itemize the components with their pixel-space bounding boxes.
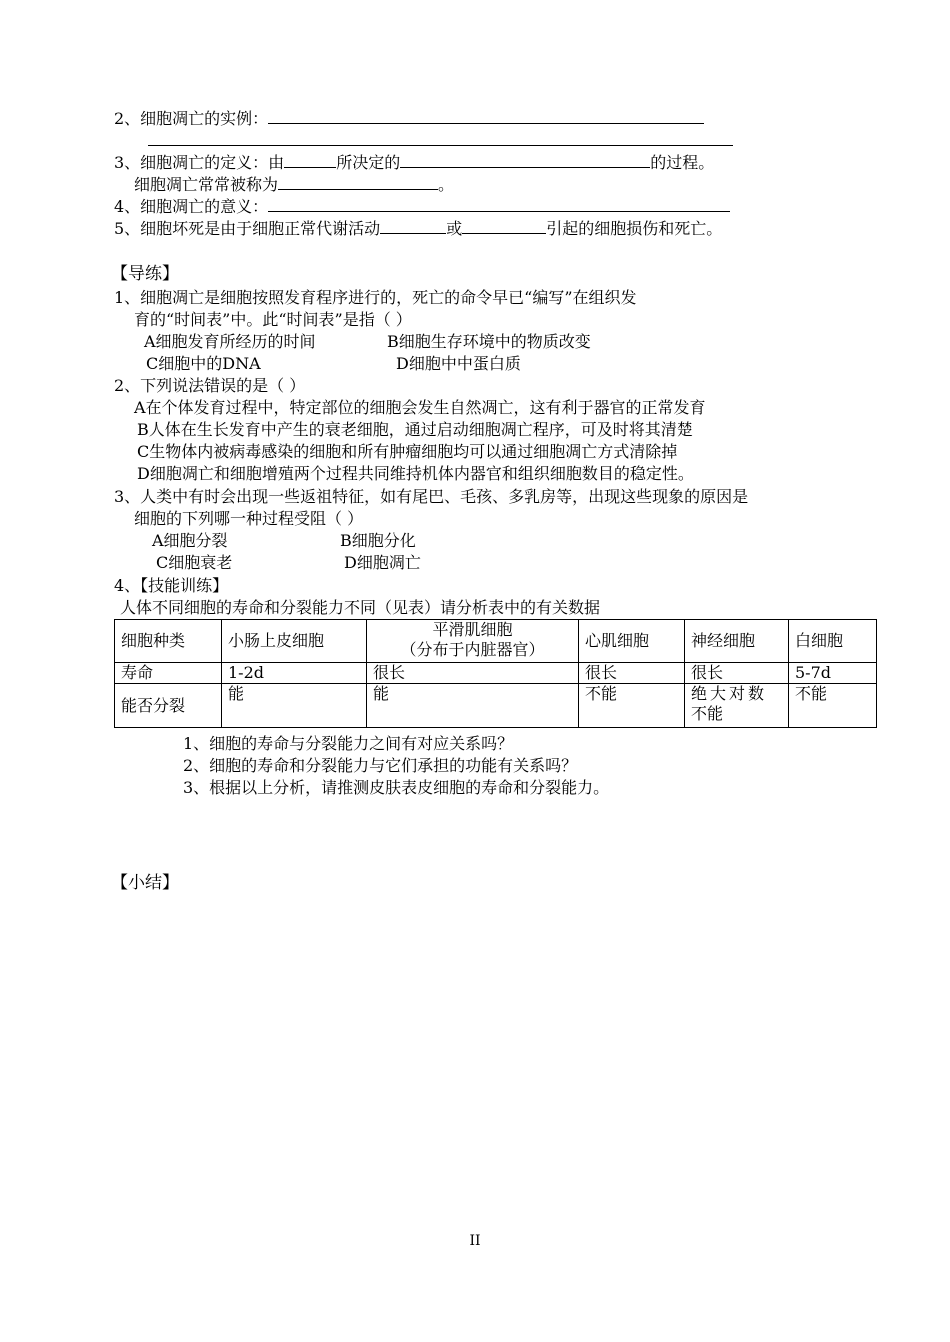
practice-q3-option-a[interactable]: A细胞分裂: [152, 531, 228, 550]
review-q3b-suffix: 。: [438, 175, 455, 194]
practice-q1-line1: 1、细胞凋亡是细胞按照发育程序进行的，死亡的命令早已“编写”在组织发: [114, 288, 637, 307]
review-q2-text: 2、细胞凋亡的实例：: [114, 109, 269, 128]
practice-heading: 【导练】: [111, 264, 179, 284]
fill-blank[interactable]: [284, 152, 336, 168]
practice-q4-heading: 4、【技能训练】: [114, 576, 229, 595]
practice-q3-option-d[interactable]: D细胞凋亡: [344, 553, 421, 572]
table-cell: 能: [367, 684, 579, 728]
table-row: [115, 663, 877, 684]
table-cell: 不能: [579, 684, 685, 728]
fill-blank[interactable]: [268, 196, 730, 212]
review-q4: [114, 196, 730, 217]
table-cell: 寿命: [115, 663, 222, 684]
table-cell: 很长: [367, 663, 579, 684]
practice-q2-option-a[interactable]: A在个体发育过程中，特定部位的细胞会发生自然凋亡，这有利于器官的正常发育: [134, 398, 706, 417]
practice-q2-option-c[interactable]: C生物体内被病毒感染的细胞和所有肿瘤细胞均可以通过细胞凋亡方式清除掉: [137, 442, 678, 461]
practice-q1-line2: 育的“时间表”中。此“时间表”是指（ ）: [134, 310, 412, 329]
table-header-cell: 神经细胞: [685, 620, 789, 663]
table-header-line: 平滑肌细胞: [432, 620, 513, 639]
practice-q2-option-d[interactable]: D细胞凋亡和细胞增殖两个过程共同维持机体内器官和组织细胞数目的稳定性。: [137, 464, 694, 483]
review-q3-suffix: 的过程。: [650, 153, 715, 172]
review-q3-mid: 所决定的: [336, 153, 401, 172]
review-q5-suffix: 引起的细胞损伤和死亡。: [546, 219, 723, 238]
review-q2: [114, 108, 704, 129]
practice-q3-option-c[interactable]: C细胞衰老: [156, 553, 233, 572]
table-cell: 能否分裂: [115, 684, 222, 728]
practice-q1-option-a[interactable]: A细胞发育所经历的时间: [144, 332, 316, 351]
table-cell: 能: [222, 684, 367, 728]
fill-blank[interactable]: [148, 130, 733, 146]
page-number: II: [469, 1233, 481, 1249]
practice-q4-intro: 人体不同细胞的寿命和分裂能力不同（见表）请分析表中的有关数据: [120, 598, 601, 617]
review-q5-mid: 或: [446, 219, 463, 238]
review-q5: [114, 218, 722, 239]
table-row: [115, 684, 877, 728]
table-header-cell: 白细胞: [789, 620, 877, 663]
table-cell-line: 绝大对数: [691, 684, 768, 703]
table-header-cell: 心肌细胞: [579, 620, 685, 663]
practice-q3-line1: 3、人类中有时会出现一些返祖特征，如有尾巴、毛孩、多乳房等，出现这些现象的原因是: [114, 487, 749, 506]
review-q2-continuation: [148, 130, 733, 151]
cell-lifespan-table: [114, 619, 877, 728]
fill-blank[interactable]: [268, 108, 704, 124]
table-cell-line: 不能: [691, 704, 724, 723]
fill-blank[interactable]: [400, 152, 650, 168]
analysis-q2: 2、细胞的寿命和分裂能力与它们承担的功能有关系吗？: [183, 756, 578, 775]
fill-blank[interactable]: [278, 174, 438, 190]
review-q4-text: 4、细胞凋亡的意义：: [114, 197, 269, 216]
analysis-q1: 1、细胞的寿命与分裂能力之间有对应关系吗？: [183, 734, 514, 753]
table-cell: 5-7d: [789, 663, 877, 684]
review-q3-prefix: 3、细胞凋亡的定义：由: [114, 153, 285, 172]
table-header-cell: 小肠上皮细胞: [222, 620, 367, 663]
practice-q2-option-b[interactable]: B人体在生长发育中产生的衰老细胞，通过启动细胞凋亡程序，可及时将其清楚: [137, 420, 693, 439]
review-q5-prefix: 5、细胞坏死是由于细胞正常代谢活动: [114, 219, 381, 238]
table-cell: 不能: [789, 684, 877, 728]
practice-q2-line: 2、下列说法错误的是（ ）: [114, 376, 306, 395]
review-q3b: [134, 174, 454, 195]
analysis-q3: 3、根据以上分析，请推测皮肤表皮细胞的寿命和分裂能力。: [183, 778, 610, 797]
table-cell: [685, 684, 789, 728]
summary-heading: 【小结】: [111, 873, 179, 893]
table-cell: 1-2d: [222, 663, 367, 684]
table-cell: 很长: [685, 663, 789, 684]
table-header-cell: 细胞种类: [115, 620, 222, 663]
practice-q1-option-d[interactable]: D细胞中中蛋白质: [396, 354, 521, 373]
practice-q1-option-b[interactable]: B细胞生存环境中的物质改变: [387, 332, 591, 351]
fill-blank[interactable]: [462, 218, 546, 234]
table-header-line: （分布于内脏器官）: [400, 640, 545, 659]
table-header-cell: [367, 620, 579, 663]
table-header-row: [115, 620, 877, 663]
practice-q1-option-c[interactable]: C细胞中的DNA: [146, 354, 261, 373]
practice-q3-line2: 细胞的下列哪一种过程受阻（ ）: [134, 509, 364, 528]
fill-blank[interactable]: [380, 218, 446, 234]
table-cell: 很长: [579, 663, 685, 684]
practice-q3-option-b[interactable]: B细胞分化: [340, 531, 416, 550]
review-q3b-prefix: 细胞凋亡常常被称为: [134, 175, 279, 194]
review-q3: [114, 152, 714, 173]
